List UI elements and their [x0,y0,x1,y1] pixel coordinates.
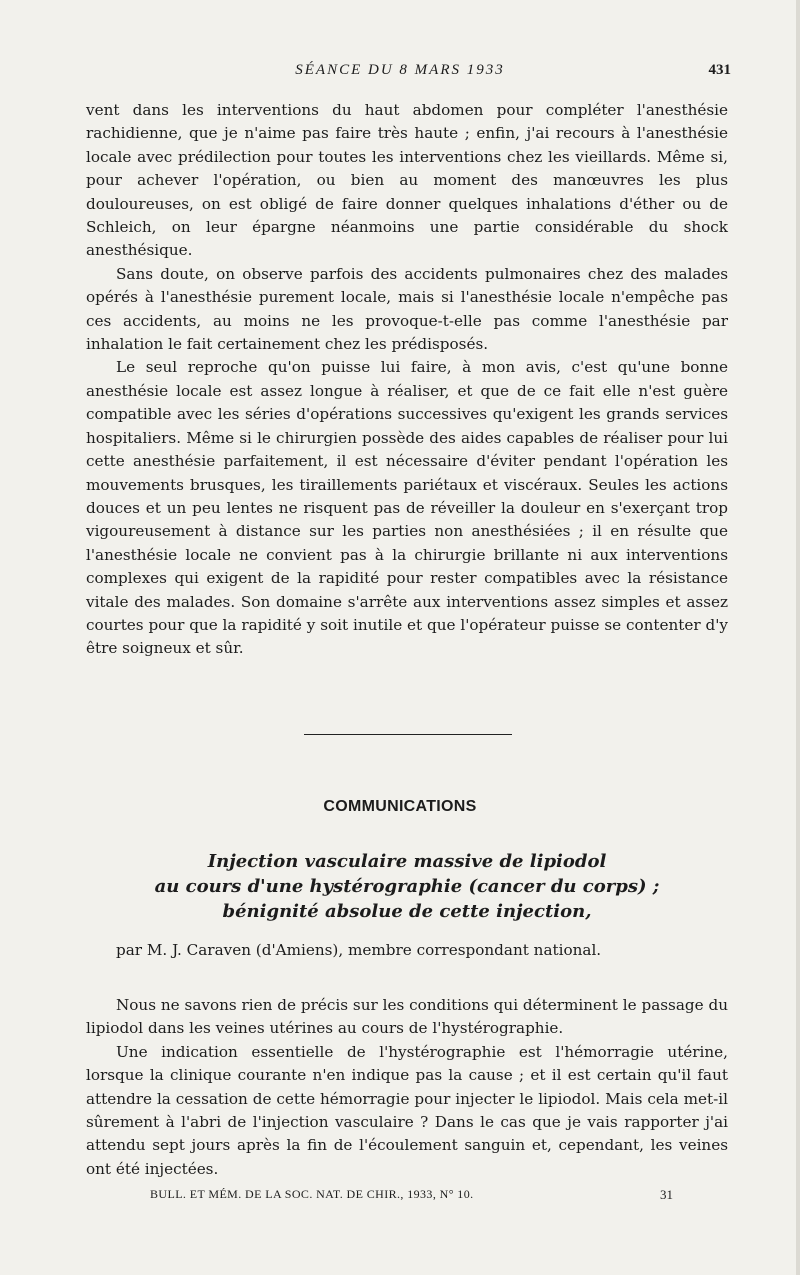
paragraph: Une indication essentielle de l'hystérographie est l'hémorragie utérine, lorsque la clinique courante n'en indique pas la cause ; et il est certain qu'il faut attendre la cessation de cette hémorragie pour injecter le lipiodol. Mais cela met-il sûrement à l'abri de l'injection vasculaire ? Dans le cas que je vais rapporter j'ai attendu sept jours après la fin de l'écoulement sanguin et, cependant, les veines ont été injectées. [86,1042,728,1178]
paragraph: Nous ne savons rien de précis sur les conditions qui déterminent le passage du lipiodol dans les veines utérines au cours de l'hystérographie. [86,996,728,1038]
running-head-title: SÉANCE DU 8 MARS 1933 [295,62,505,78]
page-footer [0,1187,800,1207]
article-title-line: bénignité absolue de cette injection, [222,901,592,922]
paragraph: vent dans les interventions du haut abdomen pour compléter l'anesthésie rachidienne, que je n'aime pas faire très haute ; enfin, j'ai recours à l'anesthésie locale avec prédilection pour toutes les interventions chez les vieillards. Même si, pour achever l'opération, ou bien au moment des manœuvres les plus douloureuses, on est obligé de faire donner quelques inhalations d'éther ou de Schleich, on leur épargne néanmoins une partie considérable du shock anesthésique. [86,101,728,260]
section-divider [304,734,512,735]
sheet-number: 31 [660,1187,673,1202]
author-byline: par M. J. Caraven (d'Amiens), membre correspondant national. [116,941,602,959]
paragraph: Le seul reproche qu'on puisse lui faire, à mon avis, c'est qu'une bonne anesthésie locale est assez longue à réaliser, et que de ce fait elle n'est guère compatible avec les séries d'opérations successives qu'exigent les grands services hospitaliers. Même si le chirurgien possède des aides capables de réaliser pour lui cette anesthésie parfaitement, il est nécessaire d'éviter pendant l'opération les mouvements brusques, les tiraillements pariétaux et viscéraux. Seules les actions douces et un peu lentes ne risquent pas de réveiller la douleur en s'exerçant trop vigoureusement à distance sur les parties non anesthésiées ; il en résulte que l'anesthésie locale ne convient pas à la chirurgie brillante ni aux interventions complexes qui exigent de la rapidité pour rester compatibles avec la résistance vitale des malades. Son domaine s'arrête aux interventions assez simples et assez courtes pour que la rapidité y soit inutile et que l'opérateur puisse se contenter d'y être soigneux et sûr. [86,358,728,658]
body-text-top [86,99,728,661]
running-head [0,62,800,84]
section-heading: COMMUNICATIONS [323,798,477,815]
article-title-line: Injection vasculaire massive de lipiodol [207,851,607,872]
article-title-line: au cours d'une hystérographie (cancer du corps) ; [154,876,660,897]
page-edge [796,0,800,1275]
journal-reference: BULL. ET MÉM. DE LA SOC. NAT. DE CHIR., 1933, N° 10. [150,1187,474,1201]
body-text-article [86,994,728,1181]
paragraph: Sans doute, on observe parfois des accidents pulmonaires chez des malades opérés à l'anesthésie purement locale, mais si l'anesthésie locale n'empêche pas ces accidents, au moins ne les provoque-t-elle pas comme l'anesthésie par inhalation le fait certainement chez les prédisposés. [86,264,728,354]
page-number: 431 [708,62,731,78]
article-title [86,849,728,924]
